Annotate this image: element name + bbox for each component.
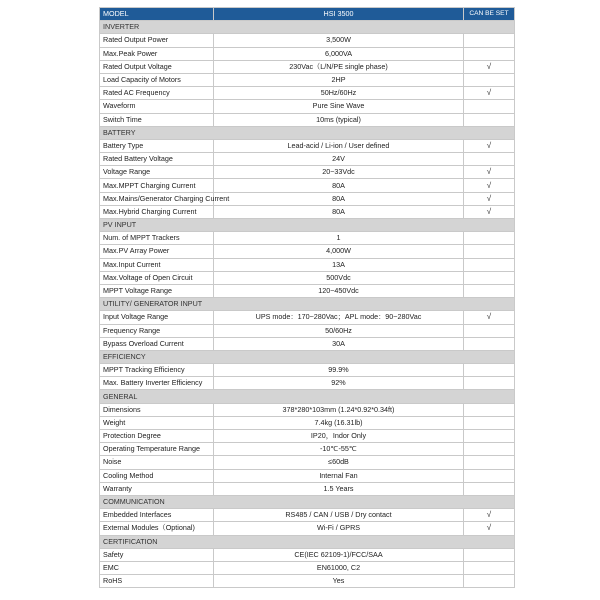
param-name: Protection Degree bbox=[100, 430, 214, 443]
table-row bbox=[100, 337, 515, 350]
table-row bbox=[100, 364, 515, 377]
param-name: Bypass Overload Current bbox=[100, 337, 214, 350]
param-value: ≤60dB bbox=[214, 456, 464, 469]
settable-cell bbox=[464, 34, 515, 47]
param-value: RS485 / CAN / USB / Dry contact bbox=[214, 509, 464, 522]
param-name: Input Voltage Range bbox=[100, 311, 214, 324]
settable-cell bbox=[464, 416, 515, 429]
param-value: 13A bbox=[214, 258, 464, 271]
param-value: IP20，Indor Only bbox=[214, 430, 464, 443]
param-name: Noise bbox=[100, 456, 214, 469]
check-mark-icon: √ bbox=[464, 522, 515, 535]
param-name: Battery Type bbox=[100, 139, 214, 152]
param-value: 50/60Hz bbox=[214, 324, 464, 337]
param-value: 10ms (typical) bbox=[214, 113, 464, 126]
section-row bbox=[100, 219, 515, 232]
table-row bbox=[100, 258, 515, 271]
check-mark-icon: √ bbox=[464, 87, 515, 100]
settable-cell bbox=[464, 469, 515, 482]
table-row bbox=[100, 245, 515, 258]
table-row bbox=[100, 311, 515, 324]
section-title: INVERTER bbox=[100, 21, 515, 34]
param-name: Rated Output Voltage bbox=[100, 60, 214, 73]
settable-cell bbox=[464, 284, 515, 297]
param-name: Max.Peak Power bbox=[100, 47, 214, 60]
table-row bbox=[100, 34, 515, 47]
check-mark-icon: √ bbox=[464, 205, 515, 218]
check-mark-icon: √ bbox=[464, 179, 515, 192]
param-name: Max.MPPT Charging Current bbox=[100, 179, 214, 192]
param-value: 30A bbox=[214, 337, 464, 350]
table-row bbox=[100, 284, 515, 297]
check-mark-icon: √ bbox=[464, 311, 515, 324]
settable-cell bbox=[464, 113, 515, 126]
table-row bbox=[100, 324, 515, 337]
param-name: Frequency Range bbox=[100, 324, 214, 337]
param-value: Yes bbox=[214, 575, 464, 588]
table-row bbox=[100, 139, 515, 152]
param-name: Voltage Range bbox=[100, 166, 214, 179]
settable-cell bbox=[464, 364, 515, 377]
param-name: Rated Output Power bbox=[100, 34, 214, 47]
settable-cell bbox=[464, 575, 515, 588]
check-mark-icon: √ bbox=[464, 60, 515, 73]
table-row bbox=[100, 416, 515, 429]
settable-cell bbox=[464, 482, 515, 495]
param-value: 80A bbox=[214, 179, 464, 192]
table-row bbox=[100, 548, 515, 561]
param-name: Cooling Method bbox=[100, 469, 214, 482]
param-name: Max.Mains/Generator Charging Current bbox=[100, 192, 214, 205]
param-name: RoHS bbox=[100, 575, 214, 588]
settable-cell bbox=[464, 403, 515, 416]
param-value: Wi-Fi / GPRS bbox=[214, 522, 464, 535]
section-row bbox=[100, 390, 515, 403]
settable-cell bbox=[464, 456, 515, 469]
param-value: 4,000W bbox=[214, 245, 464, 258]
section-title: UTILITY/ GENERATOR INPUT bbox=[100, 298, 515, 311]
param-value: 3,500W bbox=[214, 34, 464, 47]
table-row bbox=[100, 522, 515, 535]
param-value: 92% bbox=[214, 377, 464, 390]
settable-cell bbox=[464, 561, 515, 574]
param-name: Safety bbox=[100, 548, 214, 561]
header-product: HSI 3500 bbox=[214, 8, 464, 21]
settable-cell bbox=[464, 232, 515, 245]
param-value: 80A bbox=[214, 192, 464, 205]
param-value: 120~450Vdc bbox=[214, 284, 464, 297]
settable-cell bbox=[464, 258, 515, 271]
param-value: Pure Sine Wave bbox=[214, 100, 464, 113]
param-name: MPPT Voltage Range bbox=[100, 284, 214, 297]
table-row bbox=[100, 403, 515, 416]
table-row bbox=[100, 443, 515, 456]
param-value: 1 bbox=[214, 232, 464, 245]
table-row bbox=[100, 87, 515, 100]
section-title: COMMUNICATION bbox=[100, 495, 515, 508]
check-mark-icon: √ bbox=[464, 139, 515, 152]
param-name: Max.Input Current bbox=[100, 258, 214, 271]
section-row bbox=[100, 298, 515, 311]
table-row bbox=[100, 469, 515, 482]
table-row bbox=[100, 271, 515, 284]
param-name: Max.PV Array Power bbox=[100, 245, 214, 258]
header-model: MODEL bbox=[100, 8, 214, 21]
param-name: Embedded Interfaces bbox=[100, 509, 214, 522]
settable-cell bbox=[464, 548, 515, 561]
section-row bbox=[100, 535, 515, 548]
settable-cell bbox=[464, 377, 515, 390]
param-value: 50Hz/60Hz bbox=[214, 87, 464, 100]
settable-cell bbox=[464, 271, 515, 284]
param-name: Max.Hybrid Charging Current bbox=[100, 205, 214, 218]
param-value: 2HP bbox=[214, 73, 464, 86]
param-name: Max. Battery Inverter Efficiency bbox=[100, 377, 214, 390]
table-row bbox=[100, 561, 515, 574]
param-name: Warranty bbox=[100, 482, 214, 495]
param-value: EN61000, C2 bbox=[214, 561, 464, 574]
param-value: 24V bbox=[214, 153, 464, 166]
param-value: 99.9% bbox=[214, 364, 464, 377]
settable-cell bbox=[464, 430, 515, 443]
param-name: Rated Battery Voltage bbox=[100, 153, 214, 166]
param-value: 500Vdc bbox=[214, 271, 464, 284]
param-value: -10℃-55℃ bbox=[214, 443, 464, 456]
param-name: Dimensions bbox=[100, 403, 214, 416]
check-mark-icon: √ bbox=[464, 509, 515, 522]
section-row bbox=[100, 350, 515, 363]
param-value: Lead-acid / Li-ion / User defined bbox=[214, 139, 464, 152]
header-can-be-set: CAN BE SET bbox=[464, 8, 515, 21]
settable-cell bbox=[464, 337, 515, 350]
table-row bbox=[100, 509, 515, 522]
table-row bbox=[100, 100, 515, 113]
settable-cell bbox=[464, 100, 515, 113]
settable-cell bbox=[464, 47, 515, 60]
settable-cell bbox=[464, 443, 515, 456]
param-name: Operating Temperature Range bbox=[100, 443, 214, 456]
param-value: 230Vac（L/N/PE single phase) bbox=[214, 60, 464, 73]
param-name: Weight bbox=[100, 416, 214, 429]
param-name: External Modules（Optional) bbox=[100, 522, 214, 535]
table-row bbox=[100, 482, 515, 495]
param-value: 378*280*103mm (1.24*0.92*0.34ft) bbox=[214, 403, 464, 416]
table-row bbox=[100, 113, 515, 126]
section-row bbox=[100, 495, 515, 508]
table-row bbox=[100, 575, 515, 588]
section-title: CERTIFICATION bbox=[100, 535, 515, 548]
param-value: 80A bbox=[214, 205, 464, 218]
param-value: 7.4kg (16.31lb) bbox=[214, 416, 464, 429]
param-value: CE(IEC 62109-1)/FCC/SAA bbox=[214, 548, 464, 561]
table-row bbox=[100, 377, 515, 390]
section-row bbox=[100, 126, 515, 139]
param-name: Num. of MPPT Trackers bbox=[100, 232, 214, 245]
spec-table bbox=[99, 7, 515, 588]
spec-table-body bbox=[100, 8, 515, 588]
settable-cell bbox=[464, 73, 515, 86]
check-mark-icon: √ bbox=[464, 166, 515, 179]
param-value: 20~33Vdc bbox=[214, 166, 464, 179]
table-row bbox=[100, 179, 515, 192]
table-row bbox=[100, 166, 515, 179]
table-row bbox=[100, 232, 515, 245]
table-row bbox=[100, 73, 515, 86]
section-title: PV INPUT bbox=[100, 219, 515, 232]
param-name: Rated AC Frequency bbox=[100, 87, 214, 100]
section-row bbox=[100, 21, 515, 34]
param-name: Waveform bbox=[100, 100, 214, 113]
param-name: Load Capacity of Motors bbox=[100, 73, 214, 86]
param-name: EMC bbox=[100, 561, 214, 574]
table-row bbox=[100, 456, 515, 469]
param-name: Switch Time bbox=[100, 113, 214, 126]
section-title: EFFICIENCY bbox=[100, 350, 515, 363]
section-title: GENERAL bbox=[100, 390, 515, 403]
table-header-row bbox=[100, 8, 515, 21]
table-row bbox=[100, 47, 515, 60]
table-row bbox=[100, 205, 515, 218]
settable-cell bbox=[464, 324, 515, 337]
table-row bbox=[100, 60, 515, 73]
section-title: BATTERY bbox=[100, 126, 515, 139]
param-value: UPS mode：170~280Vac；APL mode：90~280Vac bbox=[214, 311, 464, 324]
param-value: Internal Fan bbox=[214, 469, 464, 482]
settable-cell bbox=[464, 153, 515, 166]
table-row bbox=[100, 192, 515, 205]
table-row bbox=[100, 430, 515, 443]
check-mark-icon: √ bbox=[464, 192, 515, 205]
settable-cell bbox=[464, 245, 515, 258]
param-value: 1.5 Years bbox=[214, 482, 464, 495]
param-name: Max.Voltage of Open Circuit bbox=[100, 271, 214, 284]
param-value: 6,000VA bbox=[214, 47, 464, 60]
table-row bbox=[100, 153, 515, 166]
param-name: MPPT Tracking Efficiency bbox=[100, 364, 214, 377]
